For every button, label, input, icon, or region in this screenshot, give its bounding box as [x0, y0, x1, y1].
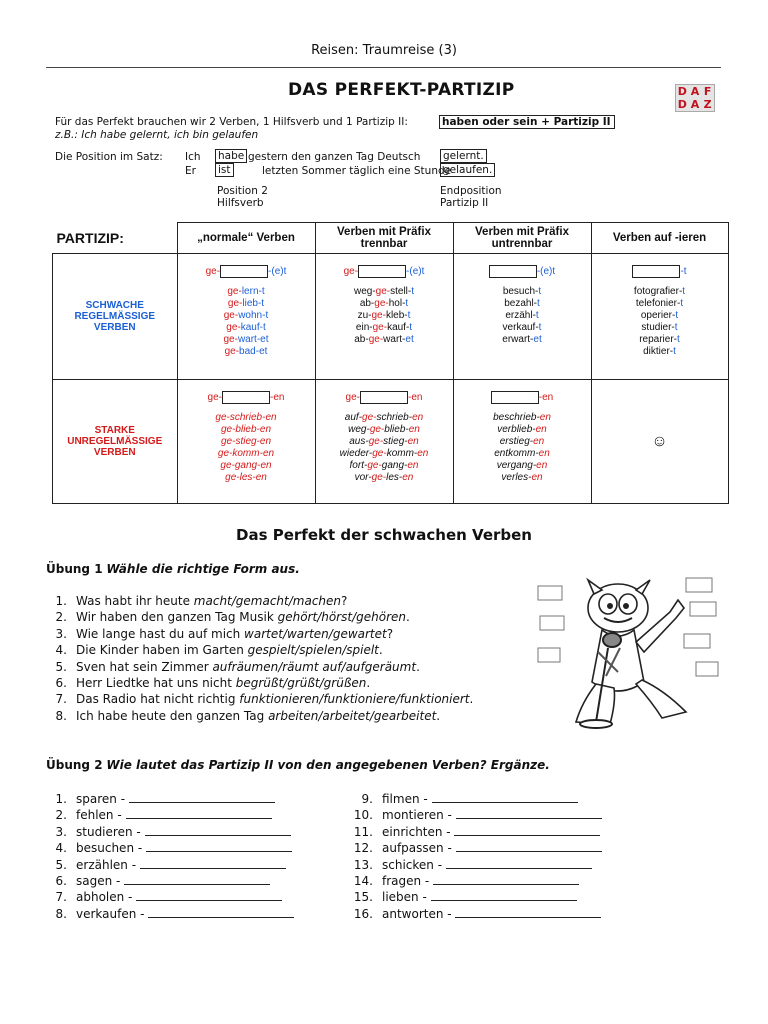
- example-participle-2: gelaufen.: [440, 163, 495, 177]
- verb-label: einrichten -: [382, 824, 455, 839]
- position-label: Die Position im Satz:: [55, 151, 163, 163]
- strong-separable-cell: [315, 380, 453, 504]
- participle-example: ge-bad-et: [224, 346, 268, 357]
- example-middle-1: gestern den ganzen Tag Deutsch: [248, 151, 421, 163]
- participle-example: ein-ge-kauf-t: [355, 322, 413, 333]
- logo-letter: Z: [703, 98, 712, 111]
- stem-blank: [489, 265, 537, 278]
- logo-letter: A: [690, 85, 700, 98]
- participle-example: ge-gang-en: [220, 460, 272, 471]
- participle-example: wieder-ge-komm-en: [339, 448, 429, 459]
- suffix-pattern: -(e)t: [268, 266, 287, 278]
- header-normal-verbs: „normale“ Verben: [177, 223, 315, 254]
- exercise2-item: 2. fehlen -: [24, 807, 294, 823]
- participle-example: aus-ge-stieg-en: [349, 436, 419, 447]
- exercise1-list: [24, 594, 473, 725]
- participle-example: ge-lieb-t: [227, 298, 265, 309]
- suffix-pattern: -(e)t: [406, 266, 425, 278]
- exercise1-item: 1. Was habt ihr heute macht/gemacht/machen?: [24, 594, 473, 610]
- verb-label: sagen -: [76, 873, 125, 888]
- verb-label: montieren -: [382, 808, 456, 823]
- answer-options: aufräumen/räumt auf/aufgeräumt: [212, 659, 417, 674]
- participle-example: ge-les-en: [225, 472, 267, 483]
- participle-example: erzähl-t: [505, 310, 539, 321]
- example-middle-2: letzten Sommer täglich eine Stunde: [262, 165, 452, 177]
- verb-label: filmen -: [382, 792, 432, 806]
- page-title: DAS PERFEKT-PARTIZIP: [288, 80, 515, 100]
- participle-example: fort-ge-gang-en: [349, 460, 419, 471]
- weak-separable-cell: [315, 254, 453, 380]
- intro-example: z.B.: Ich habe gelernt, ich bin gelaufen: [55, 129, 259, 141]
- exercise2-heading: [46, 758, 550, 772]
- exercise2-item: 13. schicken -: [330, 857, 602, 873]
- participle-example: studier-t: [641, 322, 678, 333]
- participle-example: erwart-et: [502, 334, 542, 345]
- example-aux-1: habe: [215, 149, 247, 163]
- exercise1-item: 3. Wie lange hast du auf mich wartet/warten/gewartet?: [24, 627, 473, 643]
- smiley-icon: ☺: [591, 380, 728, 504]
- exercise2-item: 16. antworten -: [330, 906, 602, 922]
- section-title: Das Perfekt der schwachen Verben: [236, 526, 532, 544]
- answer-options: gespielt/spielen/spielt: [247, 643, 379, 658]
- exercise2-item: 12. aufpassen -: [330, 840, 602, 856]
- example-subject-2: Er: [185, 165, 196, 177]
- participle-example: ge-wart-et: [223, 334, 269, 345]
- participle-example: weg-ge-stell-t: [353, 286, 415, 297]
- participle-example: ge-kauf-t: [226, 322, 266, 333]
- answer-blank[interactable]: [433, 873, 579, 885]
- strong-normal-cell: [177, 380, 315, 504]
- partizip-table: [52, 222, 729, 504]
- verb-label: abholen -: [76, 890, 137, 905]
- weak-normal-cell: [177, 254, 315, 380]
- participle-example: besuch-t: [502, 286, 542, 297]
- answer-blank[interactable]: [148, 906, 294, 918]
- position2-label: Position 2: [217, 185, 268, 197]
- stem-blank: [632, 265, 680, 278]
- item-number: 4.: [55, 643, 67, 658]
- verb-label: fragen -: [382, 873, 434, 888]
- weak-inseparable-cell: [453, 254, 591, 380]
- exercise1-item: 7. Das Radio hat nicht richtig funktionieren/funktioniere/funktioniert.: [24, 692, 473, 708]
- header-inseparable: Verben mit Präfix untrennbar: [453, 223, 591, 254]
- participle-example: bezahl-t: [504, 298, 540, 309]
- strong-inseparable-cell: [453, 380, 591, 504]
- participle-example: verkauf-t: [502, 322, 542, 333]
- answer-blank[interactable]: [455, 906, 601, 918]
- exercise1-item: 5. Sven hat sein Zimmer aufräumen/räumt auf/aufgeräumt.: [24, 660, 473, 676]
- participle-example: vor-ge-les-en: [354, 472, 414, 483]
- answer-blank[interactable]: [432, 791, 578, 803]
- participle-example: erstieg-en: [499, 436, 545, 447]
- strong-verbs-label: STARKE UNREGELMÄSSIGE VERBEN: [53, 380, 178, 504]
- exercise2-list-left: [24, 791, 294, 922]
- item-number: 2.: [55, 610, 67, 625]
- endposition-label: Endposition: [440, 185, 502, 197]
- answer-blank[interactable]: [129, 791, 275, 803]
- daf-daz-logo: [675, 84, 715, 112]
- participle-example: weg-ge-blieb-en: [348, 424, 420, 435]
- exercise1-item: 8. Ich habe heute den ganzen Tag arbeiten/arbeitet/gearbeitet.: [24, 709, 473, 725]
- exercise2-item: 14. fragen -: [330, 873, 602, 889]
- participle-example: beschrieb-en: [493, 412, 551, 423]
- item-number: 7.: [55, 692, 67, 707]
- logo-letter: D: [677, 98, 687, 111]
- answer-blank[interactable]: [124, 873, 270, 885]
- logo-letter: A: [690, 98, 700, 111]
- participle-example: telefonier-t: [635, 298, 684, 309]
- item-number: 3.: [55, 626, 67, 641]
- item-number: 6.: [55, 675, 67, 690]
- prefix-pattern: ge-: [345, 392, 360, 404]
- exercise2-item: 9. filmen -: [330, 791, 602, 807]
- verb-label: aufpassen -: [382, 841, 456, 856]
- stem-blank: [358, 265, 406, 278]
- logo-letter: F: [703, 85, 712, 98]
- suffix-pattern: -en: [538, 392, 554, 404]
- logo-letter: D: [677, 85, 687, 98]
- participle-example: entkomm-en: [494, 448, 550, 459]
- participle-example: fotografier-t: [633, 286, 686, 297]
- answer-options: wartet/warten/gewartet: [244, 626, 387, 641]
- exercise1-item: 6. Herr Liedtke hat uns nicht begrüßt/grüßt/grüßen.: [24, 676, 473, 692]
- participle-example: verles-en: [501, 472, 543, 483]
- exercise2-item: 10. montieren -: [330, 807, 602, 823]
- participle-example: ge-lern-t: [227, 286, 265, 297]
- item-number: 1.: [55, 594, 67, 608]
- example-subject-1: Ich: [185, 151, 201, 163]
- verb-label: besuchen -: [76, 841, 147, 856]
- answer-blank[interactable]: [454, 824, 600, 836]
- exercise1-label: Übung 1: [46, 562, 103, 576]
- answer-blank[interactable]: [456, 840, 602, 852]
- verb-label: erzählen -: [76, 857, 140, 872]
- formula-box: haben oder sein + Partizip II: [439, 115, 615, 129]
- exercise2-item: 3. studieren -: [24, 824, 294, 840]
- suffix-pattern: -en: [408, 392, 423, 404]
- participle-example: ge-wohn-t: [223, 310, 269, 321]
- table-corner-label: PARTIZIP:: [56, 229, 124, 246]
- answer-blank[interactable]: [126, 807, 272, 819]
- answer-options: gehört/hörst/gehören: [277, 610, 406, 625]
- participle-example: ge-schrieb-en: [215, 412, 277, 423]
- suffix-pattern: -(e)t: [536, 266, 556, 278]
- item-number: 5.: [55, 659, 67, 674]
- verb-label: fehlen -: [76, 808, 126, 823]
- stem-blank: [360, 391, 408, 404]
- answer-blank[interactable]: [140, 857, 286, 869]
- example-participle-1: gelernt.: [440, 149, 487, 163]
- answer-options: begrüßt/grüßt/grüßen: [235, 675, 367, 690]
- verb-label: schicken -: [382, 857, 446, 872]
- prefix-pattern: ge-: [343, 266, 359, 278]
- answer-blank[interactable]: [456, 807, 602, 819]
- answer-blank[interactable]: [136, 889, 282, 901]
- intro-line1: Für das Perfekt brauchen wir 2 Verben, 1 Hilfsverb und 1 Partizip II:: [55, 116, 408, 128]
- verb-label: studieren -: [76, 824, 145, 839]
- participle-example: ge-stieg-en: [220, 436, 272, 447]
- stem-blank: [222, 391, 270, 404]
- prefix-pattern: ge-: [207, 392, 222, 404]
- suffix-pattern: -t: [680, 266, 687, 278]
- verb-label: lieben -: [382, 890, 431, 905]
- stem-blank: [491, 391, 539, 404]
- participle-example: auf-ge-schrieb-en: [344, 412, 424, 423]
- participle-example: zu-ge-kleb-t: [357, 310, 411, 321]
- exercise2-instruction: Wie lautet das Partizip II von den angegebenen Verben? Ergänze.: [106, 758, 550, 772]
- exercise2-item: 5. erzählen -: [24, 857, 294, 873]
- verb-label: antworten -: [382, 906, 456, 921]
- verb-label: sparen -: [76, 792, 129, 806]
- exercise2-item: 6. sagen -: [24, 873, 294, 889]
- participle-example: operier-t: [640, 310, 679, 321]
- garfield-singer-illustration: [536, 572, 726, 732]
- participle-example: ab-ge-wart-et: [354, 334, 414, 345]
- stem-blank: [220, 265, 268, 278]
- answer-blank[interactable]: [146, 840, 292, 852]
- item-number: 8.: [55, 708, 67, 723]
- participle-example: ge-blieb-en: [220, 424, 272, 435]
- exercise1-instruction: Wähle die richtige Form aus.: [106, 562, 300, 576]
- verb-label: verkaufen -: [76, 906, 149, 921]
- answer-options: arbeiten/arbeitet/gearbeitet: [268, 708, 437, 723]
- answer-blank[interactable]: [145, 824, 291, 836]
- page-header: Reisen: Traumreise (3): [311, 43, 457, 58]
- header-separable: Verben mit Präfix trennbar: [315, 223, 453, 254]
- answer-blank[interactable]: [446, 857, 592, 869]
- participle-example: ge-komm-en: [217, 448, 275, 459]
- exercise1-item: 4. Die Kinder haben im Garten gespielt/spielen/spielt.: [24, 643, 473, 659]
- prefix-pattern: ge-: [205, 266, 221, 278]
- exercise2-item: 1. sparen -: [24, 791, 294, 807]
- exercise2-item: 8. verkaufen -: [24, 906, 294, 922]
- answer-blank[interactable]: [431, 889, 577, 901]
- weak-ieren-cell: [591, 254, 728, 380]
- exercise1-item: 2. Wir haben den ganzen Tag Musik gehört/hörst/gehören.: [24, 610, 473, 626]
- example-aux-2: ist: [215, 163, 234, 177]
- exercise2-label: Übung 2: [46, 758, 103, 772]
- partizip2-label: Partizip II: [440, 197, 489, 209]
- hilfsverb-label: Hilfsverb: [217, 197, 264, 209]
- participle-example: reparier-t: [639, 334, 680, 345]
- participle-example: ab-ge-hol-t: [359, 298, 409, 309]
- exercise2-item: 7. abholen -: [24, 889, 294, 905]
- exercise2-item: 15. lieben -: [330, 889, 602, 905]
- exercise2-list-right: [330, 791, 602, 922]
- participle-example: vergang-en: [496, 460, 548, 471]
- answer-options: macht/gemacht/machen: [193, 594, 342, 608]
- header-divider: [46, 67, 721, 68]
- exercise2-item: 4. besuchen -: [24, 840, 294, 856]
- exercise2-item: 11. einrichten -: [330, 824, 602, 840]
- weak-verbs-label: SCHWACHE REGELMÄSSIGE VERBEN: [53, 254, 178, 380]
- header-ieren: Verben auf -ieren: [591, 223, 728, 254]
- suffix-pattern: -en: [270, 392, 285, 404]
- exercise1-heading: [46, 562, 300, 576]
- participle-example: diktier-t: [643, 346, 676, 357]
- participle-example: verblieb-en: [497, 424, 547, 435]
- answer-options: funktionieren/funktioniere/funktioniert: [239, 692, 470, 707]
